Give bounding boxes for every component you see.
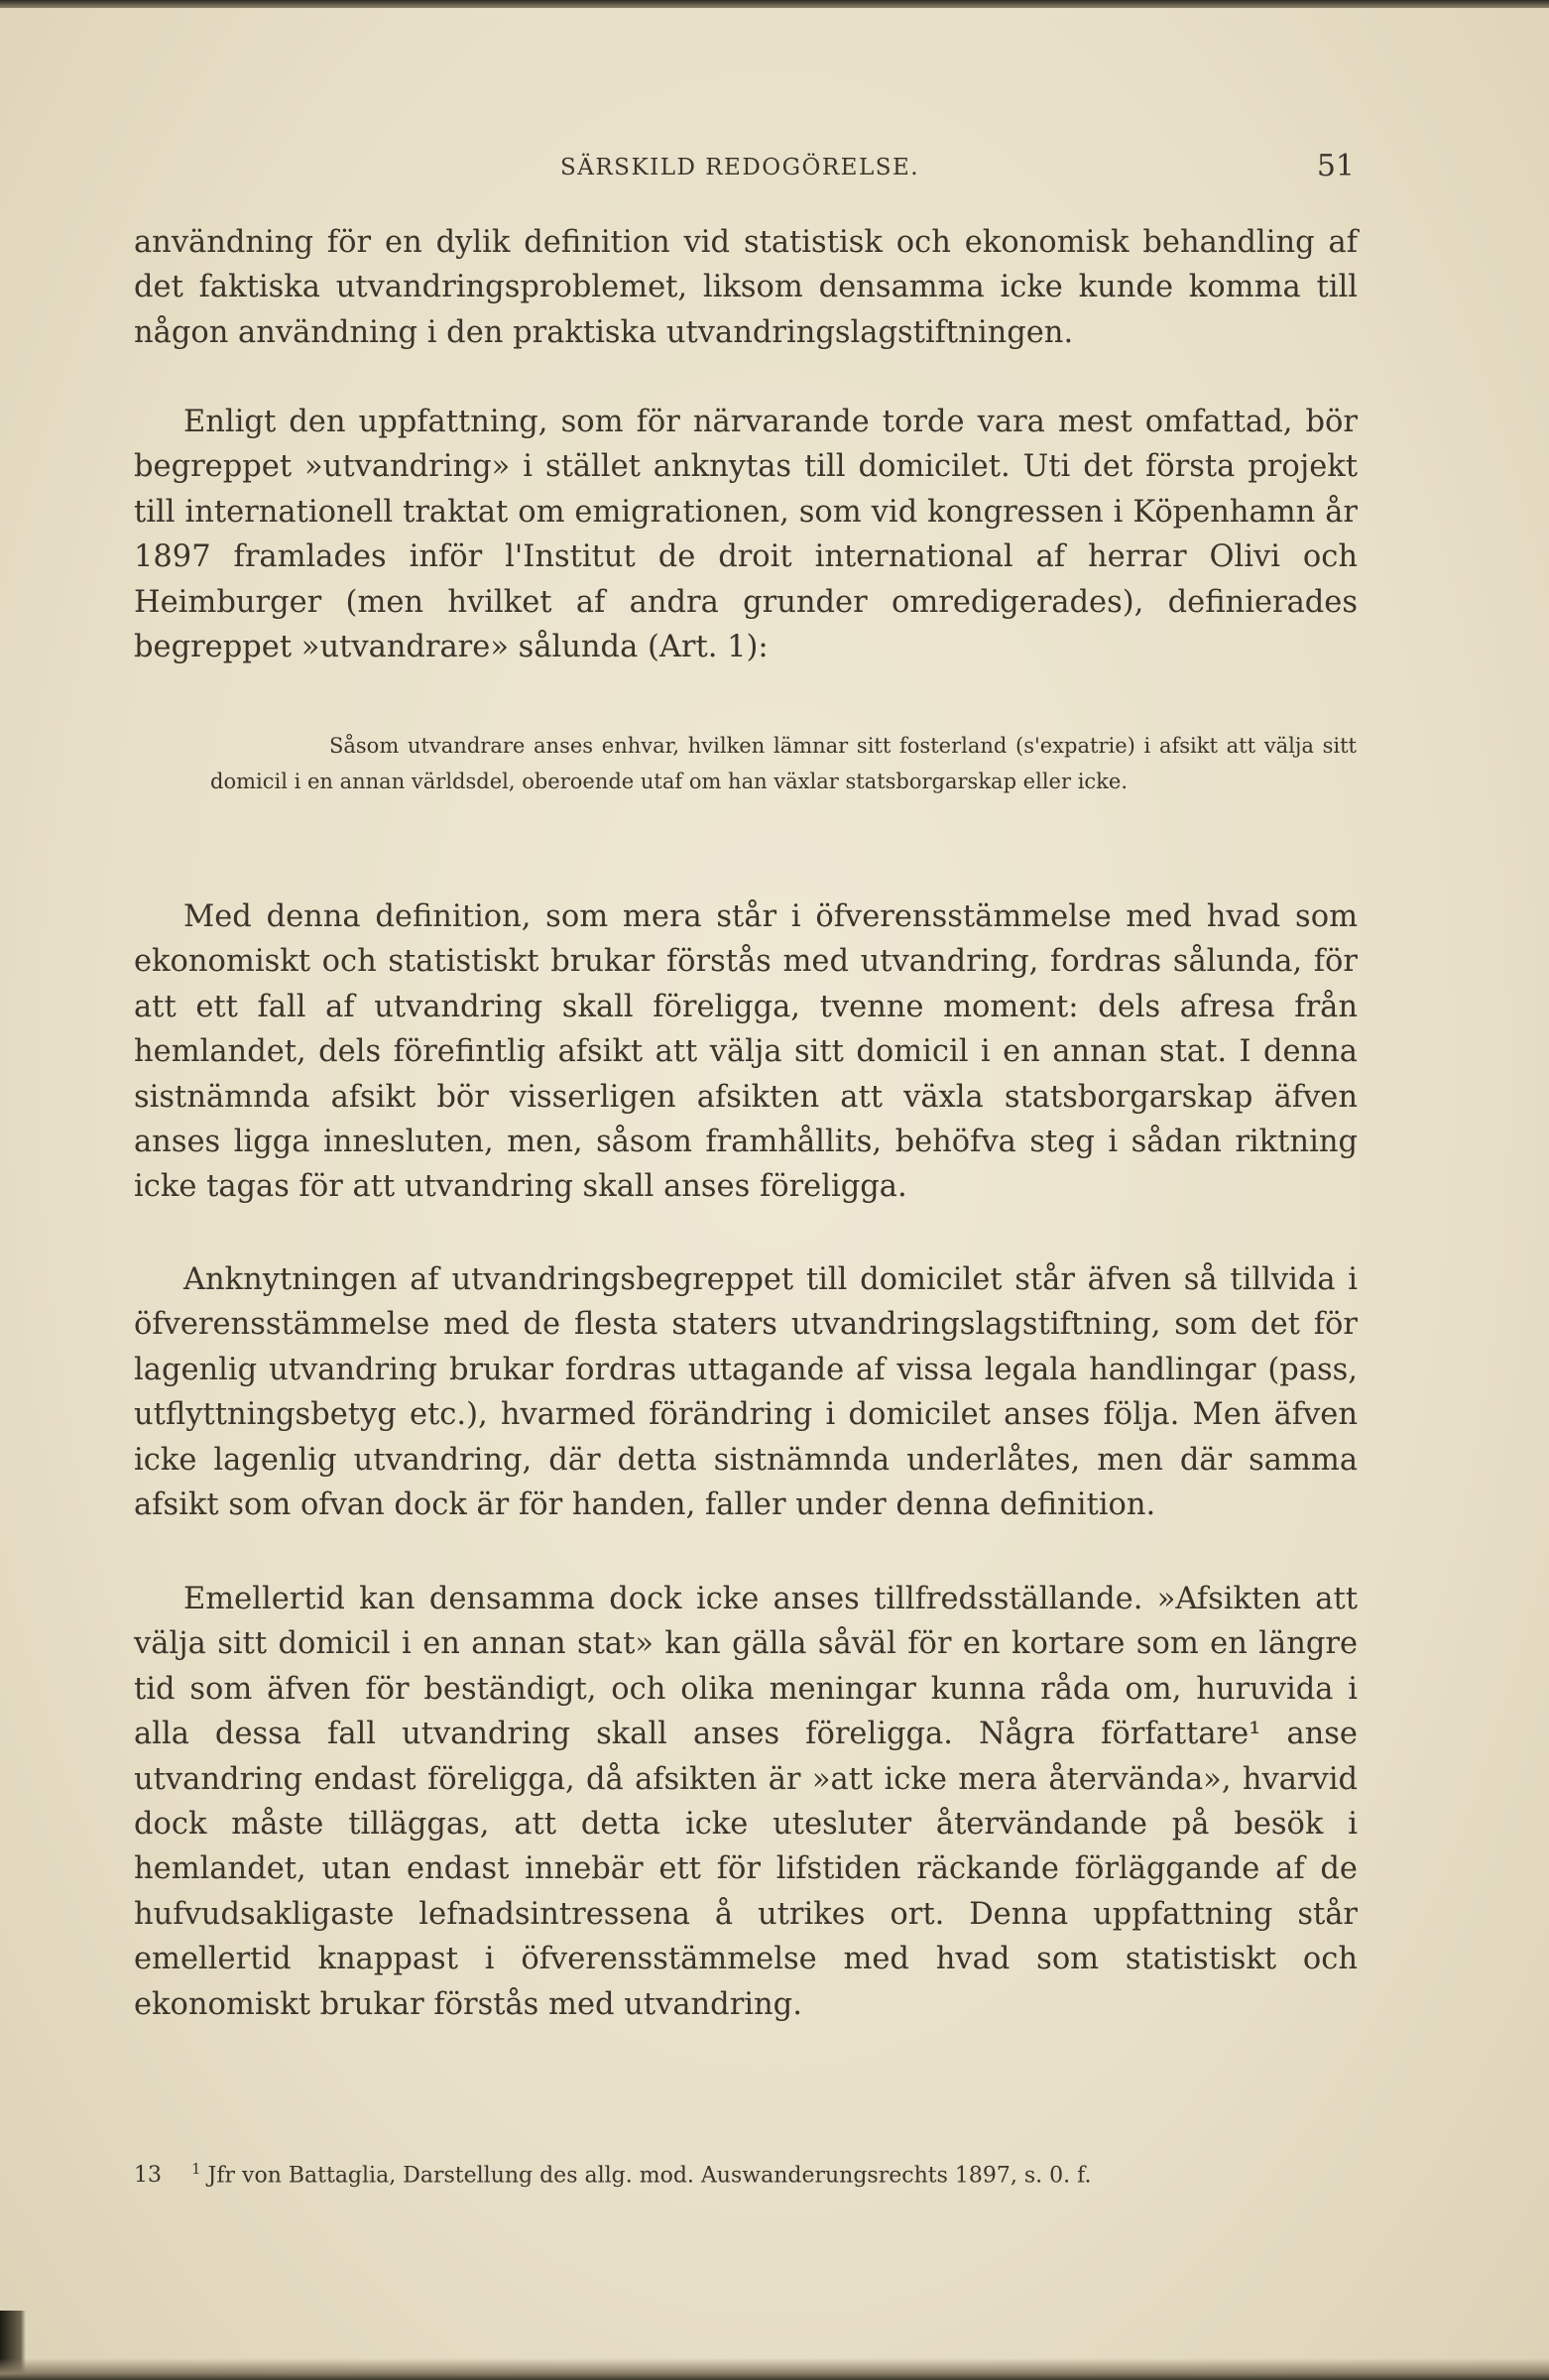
paragraph-text: Emellertid kan densamma dock icke anses tillfredsställande. »Afsikten att välja sitt domicil i en annan stat» kan gälla såväl för en kortare som en längre tid som äfven för beständigt, och olika meningar kunna råda om, huruvida i alla dessa fall utvandring skall anses föreligga. Några författare¹ anse utvandring endast föreligga, då afsikten är »att icke mera återvända», hvarvid dock måste tilläggas, att detta icke utesluter återvändande på besök i hemlandet, utan endast innebär ett för lifstiden räckande förläggande af de hufvudsakligaste lefnadsintressena å utrikes ort. Denna uppfattning står emellertid knappast i öfverensstämmelse med hvad som statistiskt och ekonomiskt brukar förstås med utvandring. [134, 1582, 1358, 2022]
page-bottom-edge [0, 2358, 1549, 2380]
printer-signature: 13 [134, 2163, 162, 2189]
page-number: 51 [1316, 149, 1355, 183]
running-head: SÄRSKILD REDOGÖRELSE. [560, 155, 920, 180]
page-top-edge [0, 0, 1549, 8]
paragraph-text: Med denna definition, som mera står i öfverensstämmelse med hvad som ekonomiskt och statistiskt brukar förstås med utvandring, fordras sålunda, för att ett fall af utvandring skall föreligga, tvenne moment: dels afresa från hemlandet, dels förefintlig afsikt att välja sitt domicil i en annan stat. I denna sistnämnda afsikt bör visserligen afsikten att växla statsborgarskap äfven anses ligga innesluten, men, såsom framhållits, behöfva steg i sådan riktning icke tagas för att utvandring skall anses föreligga. [134, 899, 1358, 1205]
block-quote-definition: Såsom utvandrare anses enhvar, hvilken lämnar sitt fosterland (s'expatrie) i afsikt att välja sitt domicil i en annan världsdel, oberoende utaf om han växlar statsborgarskap eller icke. [210, 734, 1357, 793]
footnote-text: Jfr von Battaglia, Darstellung des allg. mod. Auswanderungsrechts 1897, s. 0. f. [207, 2163, 1092, 2189]
paragraph-text: Enligt den uppfattning, som för närvarande torde vara mest omfattad, bör begreppet »utvandring» i stället anknytas till domicilet. Uti det första projekt till internationell traktat om emigrationen, som vid kongressen i Köpenhamn år 1897 framlades inför l'Institut de droit international af herrar Olivi och Heimburger (men hvilket af andra grunder omredigerades), definierades begreppet »utvandrare» sålunda (Art. 1): [134, 405, 1358, 665]
footnote [134, 2154, 1358, 2191]
paragraph-text: användning för en dylik definition vid statistisk och ekonomisk behandling af det faktiska utvandringsproblemet, liksom densamma icke kunde komma till någon användning i den praktiska utvandringslagstiftningen. [134, 225, 1358, 350]
paragraph-critique [134, 1577, 1358, 2027]
paragraph-definition [134, 894, 1358, 1210]
paragraph-text: Anknytningen af utvandringsbegreppet till domicilet står äfven så tillvida i öfverensstämmelse med de flesta staters utvandringslagstiftning, som det för lagenlig utvandring brukar fordras uttagande af vissa legala handlingar (pass, utflyttningsbetyg etc.), hvarmed förändring i domicilet anses följa. Men äfven icke lagenlig utvandring, där detta sistnämnda underlåtes, men där samma afsikt som ofvan dock är för handen, faller under denna definition. [134, 1262, 1358, 1523]
paragraph-continuation [134, 220, 1358, 355]
footnote-marker: 1 [191, 2160, 201, 2178]
paragraph-legislation [134, 1257, 1358, 1527]
paragraph-domicile [134, 400, 1358, 669]
